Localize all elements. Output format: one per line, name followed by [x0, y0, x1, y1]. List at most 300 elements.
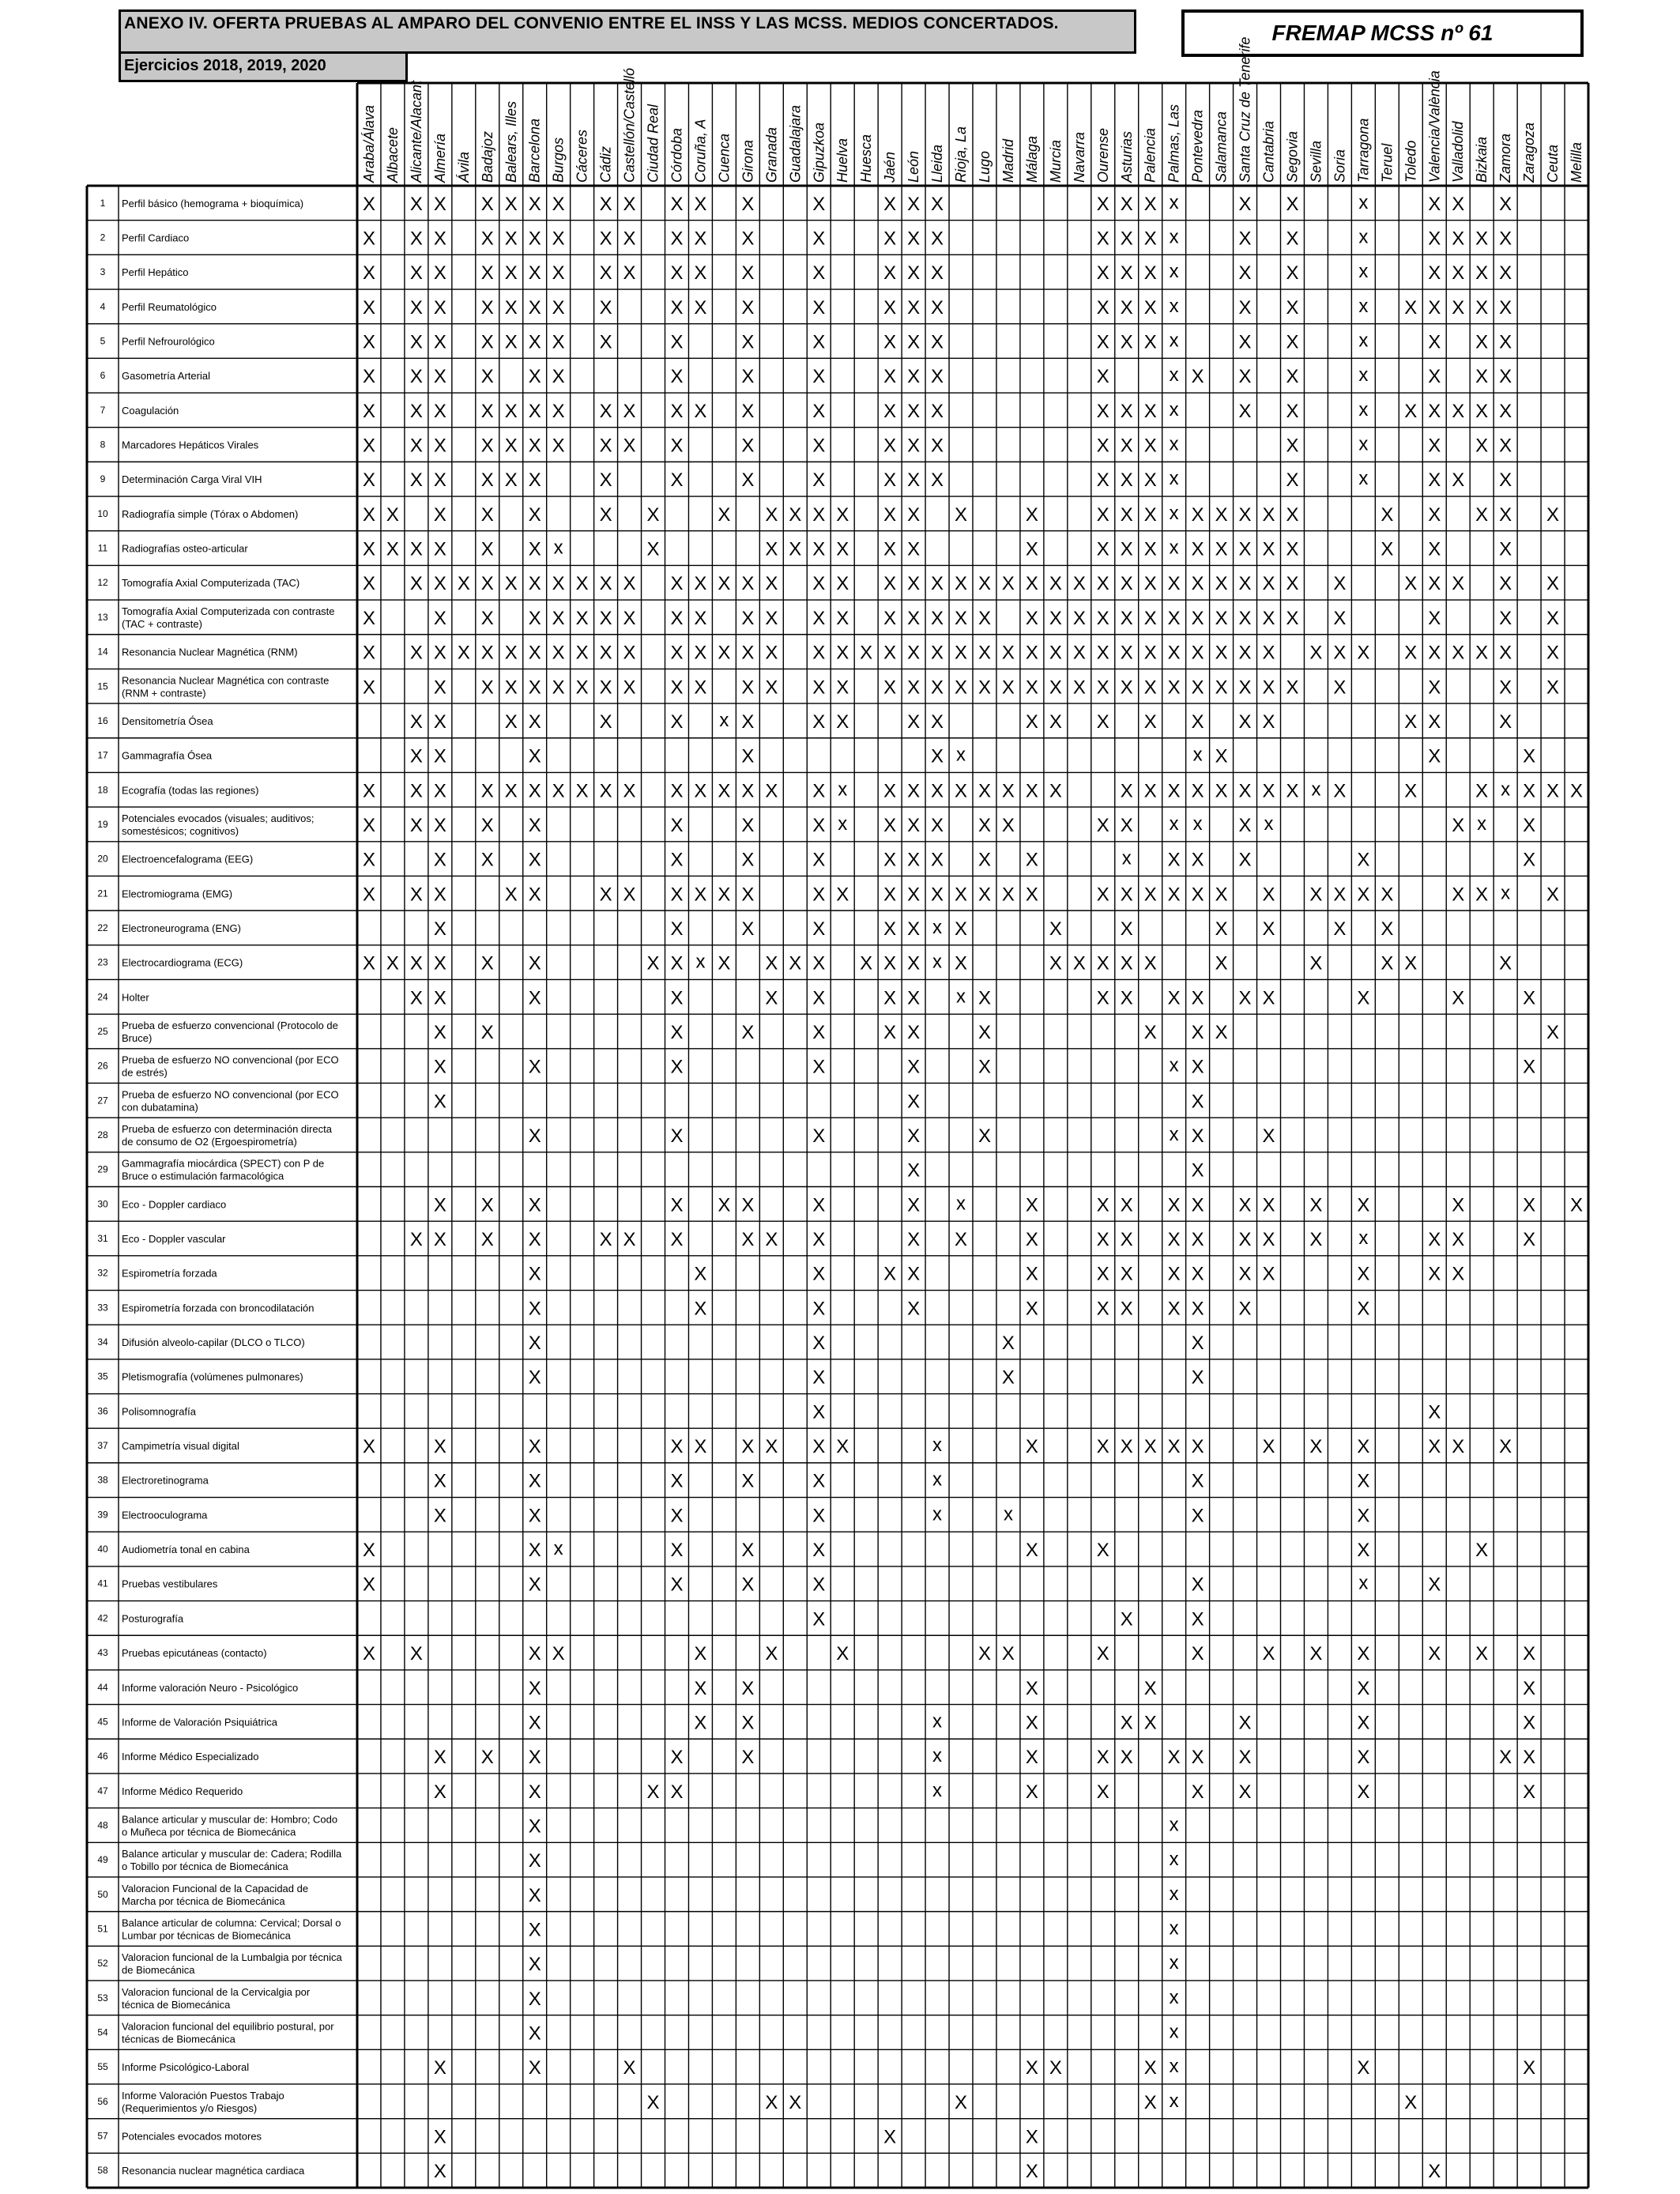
- offer-mark: X: [362, 677, 375, 699]
- offer-mark: X: [1191, 503, 1204, 526]
- offer-mark: X: [1025, 849, 1038, 871]
- row-label: Difusión alveolo-capilar (DLCO o TLCO): [122, 1336, 305, 1349]
- offer-mark: X: [362, 503, 375, 526]
- row-number: 47: [97, 1785, 108, 1796]
- offer-mark: X: [955, 573, 968, 595]
- offer-mark: x: [1311, 778, 1321, 801]
- province-header: Salamanca: [1213, 111, 1230, 183]
- offer-mark: X: [718, 952, 731, 974]
- offer-mark: X: [1191, 1021, 1204, 1043]
- offer-mark: X: [362, 331, 375, 353]
- offer-mark: X: [1096, 366, 1109, 388]
- offer-mark: X: [1191, 1436, 1204, 1458]
- offer-mark: X: [1120, 331, 1133, 353]
- offer-mark: X: [1120, 573, 1133, 595]
- offer-mark: X: [1499, 331, 1512, 353]
- offer-mark: X: [1428, 711, 1441, 733]
- offer-mark: x: [932, 1434, 943, 1457]
- offer-mark: X: [1452, 469, 1465, 492]
- offer-mark: X: [718, 1194, 731, 1216]
- offer-mark: X: [528, 228, 541, 250]
- row-number: 13: [97, 611, 108, 623]
- offer-mark: X: [1001, 1643, 1015, 1665]
- offer-mark: X: [812, 814, 826, 836]
- province-header: Gipuzkoa: [811, 122, 827, 183]
- offer-mark: x: [1358, 295, 1369, 317]
- offer-mark: X: [931, 366, 944, 388]
- offer-mark: X: [1286, 607, 1299, 629]
- offer-mark: X: [907, 849, 921, 871]
- offer-mark: X: [1215, 1021, 1228, 1043]
- offer-mark: X: [931, 677, 944, 699]
- offer-mark: X: [599, 331, 612, 353]
- row-number: 23: [97, 956, 108, 968]
- province-header: Ourense: [1094, 127, 1111, 183]
- province-header: Asturias: [1118, 130, 1135, 183]
- offer-mark: X: [955, 780, 968, 802]
- offer-mark: X: [883, 538, 897, 560]
- offer-mark: X: [409, 296, 423, 319]
- offer-mark: X: [907, 435, 921, 457]
- offer-mark: X: [836, 503, 849, 526]
- offer-mark: X: [646, 2091, 660, 2113]
- offer-mark: X: [528, 400, 541, 422]
- offer-mark: X: [528, 1954, 541, 1976]
- row-number: 29: [97, 1163, 108, 1175]
- offer-mark: X: [1238, 193, 1252, 215]
- offer-mark: X: [1523, 745, 1536, 767]
- offer-mark: X: [362, 469, 375, 492]
- row-label: Informe de Valoración Psiquiátrica: [122, 1716, 278, 1728]
- offer-mark: X: [1546, 780, 1560, 802]
- offer-mark: X: [1523, 814, 1536, 836]
- offer-mark: X: [1523, 1712, 1536, 1734]
- offer-mark: X: [907, 1091, 921, 1113]
- offer-mark: X: [1238, 814, 1252, 836]
- row-label: Resonancia Nuclear Magnética con contraste: [122, 674, 330, 687]
- offer-mark: X: [575, 677, 589, 699]
- offer-mark: X: [741, 918, 755, 940]
- offer-mark: X: [552, 677, 565, 699]
- offer-mark: X: [1215, 607, 1228, 629]
- offer-mark: X: [1143, 677, 1157, 699]
- offer-mark: X: [1191, 1367, 1204, 1389]
- offer-mark: X: [433, 435, 446, 457]
- offer-mark: X: [480, 193, 494, 215]
- offer-mark: X: [907, 469, 921, 492]
- offer-mark: X: [670, 987, 684, 1009]
- row-number: 53: [97, 1992, 108, 2004]
- offer-mark: X: [1309, 642, 1323, 664]
- offer-mark: X: [623, 435, 636, 457]
- offer-mark: X: [1167, 677, 1181, 699]
- offer-mark: X: [1475, 366, 1489, 388]
- row-label: Perfil Cardiaco: [122, 232, 190, 244]
- offer-mark: X: [1309, 1194, 1323, 1216]
- offer-mark: X: [694, 780, 707, 802]
- offer-mark: X: [1499, 435, 1512, 457]
- offer-mark: X: [812, 1540, 826, 1562]
- offer-mark: X: [931, 814, 944, 836]
- offer-mark: X: [623, 884, 636, 906]
- offer-mark: X: [1096, 677, 1109, 699]
- offer-mark: X: [623, 262, 636, 285]
- offer-mark: X: [480, 366, 494, 388]
- offer-mark: X: [433, 296, 446, 319]
- offer-mark: X: [836, 573, 849, 595]
- offer-mark: X: [433, 849, 446, 871]
- offer-mark: X: [433, 503, 446, 526]
- province-header: Castellón/Castelló: [621, 67, 638, 183]
- offer-mark: X: [1143, 296, 1157, 319]
- offer-mark: X: [741, 780, 755, 802]
- offer-mark: X: [1238, 677, 1252, 699]
- offer-mark: X: [1096, 1781, 1109, 1803]
- offer-mark: X: [1096, 1747, 1109, 1769]
- offer-mark: X: [1262, 1643, 1275, 1665]
- offer-mark: X: [1357, 884, 1370, 906]
- offer-mark: X: [1286, 193, 1299, 215]
- province-header: Valencia/València: [1426, 70, 1443, 183]
- offer-mark: X: [1191, 711, 1204, 733]
- offer-mark: X: [1333, 884, 1347, 906]
- offer-mark: X: [528, 884, 541, 906]
- offer-mark: X: [528, 296, 541, 319]
- offer-mark: X: [480, 400, 494, 422]
- offer-mark: x: [1169, 398, 1179, 420]
- row-label: Perfil Nefrourológico: [122, 335, 215, 348]
- offer-mark: X: [362, 228, 375, 250]
- offer-mark: X: [1025, 1298, 1038, 1320]
- offer-mark: X: [1001, 814, 1015, 836]
- offer-mark: X: [741, 677, 755, 699]
- offer-mark: X: [1428, 538, 1441, 560]
- row-label: Informe Valoración Puestos Trabajo: [122, 2089, 284, 2102]
- offer-mark: X: [1475, 262, 1489, 285]
- offer-mark: X: [765, 538, 778, 560]
- offer-mark: X: [977, 1125, 991, 1147]
- row-label: Campimetría visual digital: [122, 1440, 239, 1453]
- offer-mark: X: [718, 573, 731, 595]
- offer-mark: X: [883, 677, 897, 699]
- offer-mark: X: [741, 366, 755, 388]
- offer-mark: X: [575, 780, 589, 802]
- offer-mark: X: [504, 331, 518, 353]
- offer-mark: X: [528, 1781, 541, 1803]
- offer-mark: X: [765, 1436, 778, 1458]
- row-label: (TAC + contraste): [122, 617, 202, 630]
- offer-mark: X: [1381, 503, 1394, 526]
- offer-mark: x: [1169, 1952, 1179, 1974]
- offer-mark: X: [599, 262, 612, 285]
- offer-mark: X: [1025, 1677, 1038, 1699]
- offer-mark: X: [552, 780, 565, 802]
- province-header: Melilla: [1569, 141, 1585, 183]
- offer-mark: x: [956, 1193, 966, 1215]
- offer-mark: X: [433, 1021, 446, 1043]
- offer-mark: X: [528, 745, 541, 767]
- row-label: o Muñeca por técnica de Biomecánica: [122, 1826, 296, 1838]
- offer-mark: X: [480, 1194, 494, 1216]
- offer-mark: X: [907, 193, 921, 215]
- row-number: 56: [97, 2095, 108, 2107]
- offer-mark: X: [670, 262, 684, 285]
- offer-mark: X: [670, 849, 684, 871]
- offer-mark: X: [1025, 1712, 1038, 1734]
- offer-mark: X: [1191, 1263, 1204, 1285]
- row-number: 25: [97, 1025, 108, 1037]
- offer-mark: X: [1025, 1263, 1038, 1285]
- offer-mark: X: [1238, 1194, 1252, 1216]
- offer-mark: X: [1428, 642, 1441, 664]
- province-header: Barcelona: [526, 118, 543, 183]
- offer-mark: x: [932, 916, 943, 938]
- row-label: Marcha por técnica de Biomecánica: [122, 1894, 285, 1907]
- offer-mark: X: [694, 1677, 707, 1699]
- offer-mark: X: [907, 538, 921, 560]
- province-header: Madrid: [1000, 138, 1016, 183]
- offer-mark: X: [362, 538, 375, 560]
- row-number: 45: [97, 1716, 108, 1728]
- offer-mark: X: [1546, 642, 1560, 664]
- offer-mark: X: [504, 677, 518, 699]
- offer-mark: X: [1025, 1747, 1038, 1769]
- offer-mark: X: [1238, 331, 1252, 353]
- offer-mark: X: [599, 642, 612, 664]
- offer-mark: X: [907, 952, 921, 974]
- row-number: 58: [97, 2165, 108, 2177]
- offer-mark: X: [1072, 642, 1086, 664]
- offer-mark: X: [623, 400, 636, 422]
- row-label: Gammagrafía miocárdica (SPECT) con P de: [122, 1157, 325, 1170]
- offer-mark: x: [1358, 330, 1369, 352]
- offer-mark: X: [1238, 1229, 1252, 1251]
- row-label: Marcadores Hepáticos Virales: [122, 439, 259, 451]
- offer-mark: X: [1143, 435, 1157, 457]
- row-label: Tomografía Axial Computerizada con contraste: [122, 605, 335, 617]
- offer-mark: x: [553, 1538, 563, 1560]
- offer-mark: x: [838, 778, 848, 801]
- offer-mark: X: [883, 918, 897, 940]
- offer-mark: X: [883, 435, 897, 457]
- offer-mark: X: [433, 1747, 446, 1769]
- offer-mark: X: [1238, 1781, 1252, 1803]
- offer-mark: X: [741, 642, 755, 664]
- offer-mark: X: [670, 1540, 684, 1562]
- offer-mark: X: [1096, 400, 1109, 422]
- offer-mark: X: [1262, 1125, 1275, 1147]
- offer-mark: X: [1238, 780, 1252, 802]
- offer-mark: X: [1357, 1677, 1370, 1699]
- offer-mark: X: [955, 1229, 968, 1251]
- offer-mark: X: [931, 193, 944, 215]
- offer-mark: X: [552, 573, 565, 595]
- offer-mark: X: [694, 400, 707, 422]
- offer-mark: X: [409, 952, 423, 974]
- offer-mark: X: [883, 607, 897, 629]
- offer-mark: X: [528, 987, 541, 1009]
- row-number: 40: [97, 1544, 108, 1555]
- offer-mark: X: [409, 642, 423, 664]
- offer-mark: X: [907, 1194, 921, 1216]
- offer-mark: x: [1169, 1123, 1179, 1145]
- offer-mark: X: [528, 1850, 541, 1872]
- row-label: Perfil Reumatológico: [122, 300, 217, 313]
- offer-mark: X: [1428, 1401, 1441, 1423]
- offer-mark: X: [575, 642, 589, 664]
- offer-mark: X: [812, 677, 826, 699]
- offer-mark: X: [599, 469, 612, 492]
- offer-mark: X: [1191, 677, 1204, 699]
- offer-mark: X: [528, 1125, 541, 1147]
- offer-mark: X: [433, 2057, 446, 2079]
- offer-mark: X: [931, 435, 944, 457]
- offer-mark: X: [1143, 573, 1157, 595]
- offer-mark: X: [409, 366, 423, 388]
- offer-mark: X: [1286, 331, 1299, 353]
- offer-mark: X: [883, 228, 897, 250]
- offer-mark: X: [741, 1436, 755, 1458]
- offer-mark: X: [646, 503, 660, 526]
- offer-mark: X: [670, 814, 684, 836]
- offer-mark: x: [1358, 191, 1369, 213]
- offer-mark: X: [1120, 1436, 1133, 1458]
- offer-mark: X: [1143, 884, 1157, 906]
- row-label: Eco - Doppler vascular: [122, 1233, 226, 1246]
- offer-mark: X: [433, 918, 446, 940]
- offer-mark: x: [1003, 1503, 1013, 1525]
- offer-mark: X: [528, 1919, 541, 1941]
- offer-mark: X: [931, 296, 944, 319]
- province-header: Teruel: [1379, 143, 1396, 183]
- offer-mark: X: [812, 469, 826, 492]
- offer-mark: X: [1404, 400, 1418, 422]
- offer-mark: X: [1025, 1781, 1038, 1803]
- offer-mark: X: [1546, 1021, 1560, 1043]
- offer-mark: X: [883, 849, 897, 871]
- row-number: 2: [100, 232, 106, 243]
- offer-mark: X: [1475, 884, 1489, 906]
- offer-mark: X: [670, 366, 684, 388]
- row-number: 8: [100, 439, 106, 450]
- offer-mark: X: [955, 677, 968, 699]
- row-number: 41: [97, 1578, 108, 1589]
- row-label: Radiografías osteo-articular: [122, 542, 248, 555]
- offer-mark: X: [1120, 262, 1133, 285]
- row-label: (RNM + contraste): [122, 687, 206, 699]
- offer-mark: X: [1404, 573, 1418, 595]
- offer-mark: X: [955, 2091, 968, 2113]
- province-header: Granada: [763, 126, 780, 183]
- row-label: Ecografía (todas las regiones): [122, 784, 259, 797]
- offer-mark: X: [907, 607, 921, 629]
- offer-mark: X: [1096, 952, 1109, 974]
- offer-mark: X: [480, 814, 494, 836]
- row-label: Resonancia Nuclear Magnética (RNM): [122, 646, 298, 658]
- offer-mark: x: [1169, 2090, 1179, 2112]
- row-number: 44: [97, 1681, 108, 1693]
- offer-mark: X: [1499, 366, 1512, 388]
- offer-mark: X: [599, 573, 612, 595]
- offer-mark: X: [765, 952, 778, 974]
- offer-mark: X: [1286, 366, 1299, 388]
- row-number: 7: [100, 404, 106, 416]
- offer-mark: x: [1169, 1883, 1179, 1905]
- offer-mark: X: [860, 952, 873, 974]
- offer-mark: X: [812, 366, 826, 388]
- offer-mark: X: [528, 193, 541, 215]
- offer-mark: x: [1358, 261, 1369, 283]
- offer-mark: X: [1191, 849, 1204, 871]
- offer-mark: X: [1499, 296, 1512, 319]
- offer-mark: X: [1357, 1643, 1370, 1665]
- offer-mark: x: [932, 1779, 943, 1801]
- offer-mark: X: [1428, 400, 1441, 422]
- offer-mark: X: [883, 573, 897, 595]
- offer-mark: X: [741, 884, 755, 906]
- offer-mark: X: [1215, 573, 1228, 595]
- row-label: Valoracion funcional de la Cervicalgia por: [122, 1985, 311, 1998]
- offer-mark: X: [1096, 1298, 1109, 1320]
- offer-mark: X: [1428, 1263, 1441, 1285]
- offer-mark: X: [765, 642, 778, 664]
- offer-mark: X: [1286, 262, 1299, 285]
- offer-mark: X: [528, 1677, 541, 1699]
- offer-mark: X: [480, 849, 494, 871]
- row-number: 22: [97, 922, 108, 933]
- offer-mark: X: [646, 1781, 660, 1803]
- offer-mark: X: [1523, 849, 1536, 871]
- offer-mark: X: [812, 1229, 826, 1251]
- offer-mark: x: [1169, 191, 1179, 213]
- row-number: 36: [97, 1405, 108, 1417]
- offer-mark: X: [1120, 780, 1133, 802]
- offer-mark: X: [1167, 849, 1181, 871]
- offer-mark: X: [1333, 918, 1347, 940]
- offer-mark: X: [1191, 1298, 1204, 1320]
- offer-mark: X: [1096, 1436, 1109, 1458]
- offer-mark: X: [480, 573, 494, 595]
- offer-mark: X: [1428, 1229, 1441, 1251]
- offer-mark: X: [1120, 918, 1133, 940]
- offer-mark: X: [646, 538, 660, 560]
- offer-mark: X: [1238, 642, 1252, 664]
- offer-mark: X: [552, 296, 565, 319]
- province-header: Palencia: [1142, 127, 1158, 183]
- offer-mark: X: [1404, 296, 1418, 319]
- row-label: de Biomecánica: [122, 1964, 195, 1977]
- offer-mark: X: [1143, 193, 1157, 215]
- row-label: técnicas de Biomecánica: [122, 2033, 235, 2045]
- offer-mark: x: [956, 986, 966, 1008]
- offer-mark: X: [741, 1021, 755, 1043]
- offer-mark: X: [670, 607, 684, 629]
- offer-mark: X: [1286, 538, 1299, 560]
- offer-mark: X: [1120, 538, 1133, 560]
- offer-mark: X: [1499, 228, 1512, 250]
- offer-mark: X: [1001, 1333, 1015, 1355]
- offer-mark: X: [1049, 607, 1062, 629]
- offer-mark: X: [1025, 607, 1038, 629]
- offer-mark: X: [670, 193, 684, 215]
- offer-mark: X: [457, 642, 470, 664]
- offer-mark: X: [670, 780, 684, 802]
- offer-mark: X: [765, 503, 778, 526]
- offer-mark: X: [528, 1815, 541, 1838]
- province-header: Huelva: [834, 138, 851, 183]
- offer-mark: X: [1025, 2057, 1038, 2079]
- offer-mark: x: [1264, 812, 1274, 835]
